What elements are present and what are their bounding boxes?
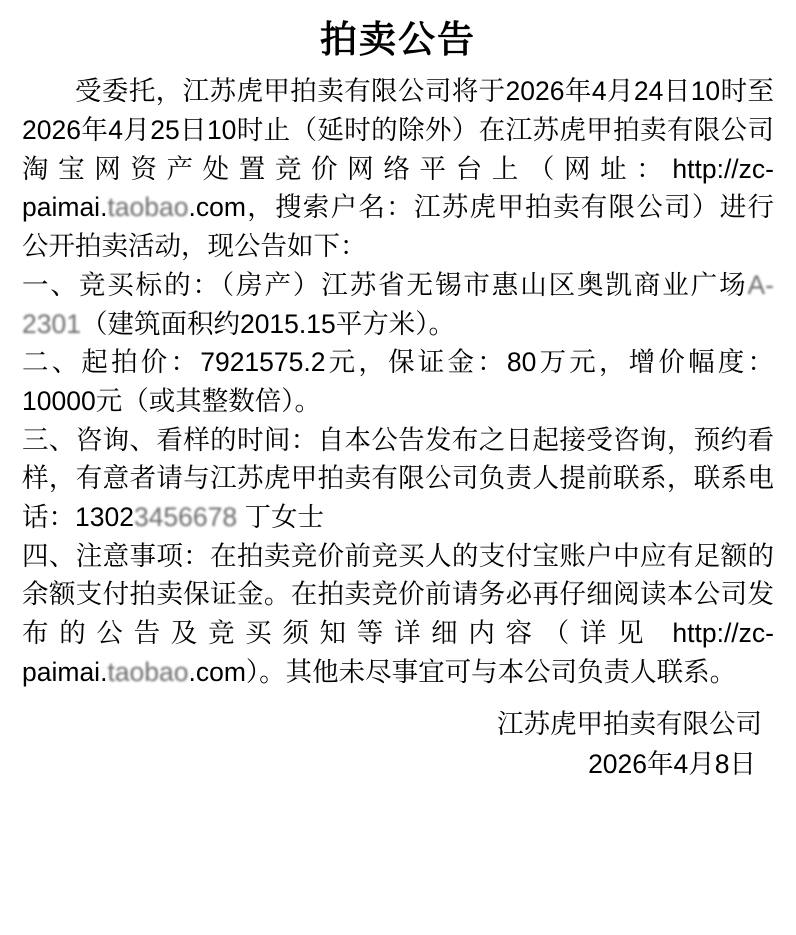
paragraph-item-1 (22, 266, 774, 343)
text-segment: 受委托，江苏虎甲拍卖有限公司将于2026年4月24日10时至2026年4月25日10时止（延时的除外）在江苏虎甲拍卖有限公司淘宝网资产处置竞价网络平台上（网址：http://zc-paimai. (22, 76, 774, 223)
document-body (22, 72, 774, 691)
redacted-text: taobao (107, 192, 189, 223)
text-segment: 二、起拍价：7921575.2元，保证金：80万元，增价幅度：10000元（或其整数倍）。 (22, 347, 774, 416)
text-segment: .com，搜索户名：江苏虎甲拍卖有限公司）进行公开拍卖活动，现公告如下： (22, 192, 774, 262)
signature-company: 江苏虎甲拍卖有限公司 (497, 709, 762, 740)
text-segment: 四、注意事项：在拍卖竞价前竞买人的支付宝账户中应有足额的余额支付拍卖保证金。在拍卖竞价前请务必再仔细阅读本公司发布的公告及竞买须知等详细内容（详见 http://zc-paimai. (22, 540, 774, 687)
signature-block (22, 705, 774, 785)
signature-date: 2026年4月8日 (588, 749, 756, 780)
text-segment: 三、咨询、看样的时间：自本公告发布之日起接受咨询，预约看样，有意者请与江苏虎甲拍卖有限公司负责人提前联系，联系电话：1302 (22, 424, 774, 532)
paragraph-intro (22, 72, 774, 265)
paragraph-item-4 (22, 537, 774, 692)
redacted-text: A-2301 (22, 269, 774, 339)
paragraph-item-2 (22, 343, 774, 420)
redacted-text: 3456678 (133, 501, 238, 532)
text-segment: 丁女士 (237, 501, 324, 532)
text-segment: （建筑面积约2015.15平方米）。 (80, 308, 455, 339)
redacted-text: taobao (107, 656, 189, 687)
paragraph-item-3 (22, 421, 774, 537)
page-title: 拍卖公告 (320, 19, 476, 60)
text-segment: 一、竞买标的：（房产）江苏省无锡市惠山区奥凯商业广场 (22, 269, 748, 300)
text-segment: .com）。其他未尽事宜可与本公司负责人联系。 (188, 656, 737, 687)
